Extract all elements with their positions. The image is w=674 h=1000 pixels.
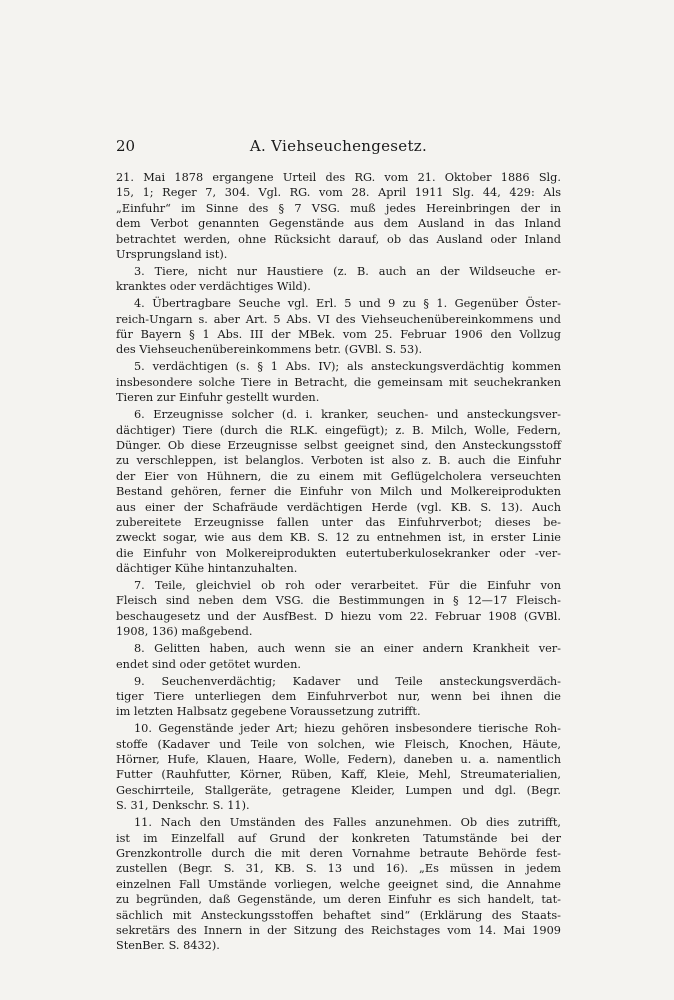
text-line: Dünger. Ob diese Erzeugnisse selbst geeignet sind, den Ansteckungsstoff (116, 438, 561, 452)
text-line: 21. Mai 1878 ergangene Urteil des RG. vom 21. Oktober 1886 Slg. (116, 171, 561, 184)
text-line: ist im Einzelfall auf Grund der konkreten Tatumstände bei der (116, 831, 561, 845)
text-line: zubereitete Erzeugnisse fallen unter das Einfuhrverbot; dieses be- (116, 515, 561, 529)
text-line: kranktes oder verdächtiges Wild). (116, 280, 311, 294)
text-line: einzelnen Fall Umstände vorliegen, welche geeignet sind, die Annahme (116, 877, 561, 891)
text-line: Fleisch sind neben dem VSG. die Bestimmungen in § 12—17 Fleisch- (116, 594, 561, 608)
text-line: 3. Tiere, nicht nur Haustiere (z. B. auch an der Wildseuche er- (134, 264, 561, 278)
text-line: zustellen (Begr. S. 31, KB. S. 13 und 16). „Es müssen in jedem (116, 862, 561, 876)
text-line: Grenzkontrolle durch die mit deren Vornahme betraute Behörde fest- (116, 846, 561, 860)
text-line: 9. Seuchenverdächtig; Kadaver und Teile ansteckungsverdäch- (134, 674, 561, 688)
paragraph (116, 641, 561, 672)
text-line: 6. Erzeugnisse solcher (d. i. kranker, seuchen- und ansteckungsver- (134, 408, 561, 422)
text-line: der Eier von Hühnern, die zu einem mit Geflügelcholera verseuchten (116, 469, 561, 483)
text-line: Tieren zur Einfuhr gestellt wurden. (116, 391, 320, 405)
page-number: 20 (116, 137, 136, 155)
text-line: stoffe (Kadaver und Teile von solchen, wie Fleisch, Knochen, Häute, (116, 737, 561, 751)
text-line: 8. Gelitten haben, auch wenn sie an einer andern Krankheit ver- (134, 642, 561, 656)
text-line: des Viehseuchenübereinkommens betr. (GVBl. S. 53). (116, 343, 423, 357)
page-header (116, 137, 561, 157)
text-line: betrachtet werden, ohne Rücksicht darauf, ob das Ausland oder Inland (116, 232, 561, 246)
paragraph (116, 407, 561, 576)
text-line: im letzten Halbsatz gegebene Voraussetzung zutrifft. (116, 705, 421, 719)
text-line: dächtiger Kühe hintanzuhalten. (116, 562, 298, 576)
text-line: dem Verbot genannten Gegenstände aus dem Ausland in das Inland (116, 217, 561, 231)
paragraph (116, 264, 561, 295)
text-line: tiger Tiere unterliegen dem Einfuhrverbot nur, wenn bei ihnen die (116, 689, 561, 703)
text-line: zu verschleppen, ist belanglos. Verboten ist also z. B. auch die Einfuhr (116, 454, 561, 468)
paragraph (116, 674, 561, 720)
paragraph (116, 359, 561, 405)
text-line: 11. Nach den Umständen des Falles anzunehmen. Ob dies zutrifft, (134, 816, 561, 830)
paragraph (116, 721, 561, 813)
text-line: sächlich mit Ansteckungsstoffen behaftet sind“ (Erklärung des Staats- (116, 908, 561, 922)
text-line: Hörner, Hufe, Klauen, Haare, Wolle, Federn), daneben u. a. namentlich (116, 753, 561, 767)
text-line: Futter (Rauhfutter, Körner, Rüben, Kaff, Kleie, Mehl, Streumaterialien, (116, 768, 561, 782)
text-line: 4. Übertragbare Seuche vgl. Erl. 5 und 9 zu § 1. Gegenüber Öster- (134, 297, 561, 311)
text-line: reich-Ungarn s. aber Art. 5 Abs. VI des Viehseuchenübereinkommens und (116, 312, 561, 326)
paragraph (116, 170, 561, 262)
commentary-text (116, 170, 561, 955)
text-line: 15, 1; Reger 7, 304. Vgl. RG. vom 28. April 1911 Slg. 44, 429: Als (116, 186, 561, 200)
text-line: dächtiger) Tiere (durch die RLK. eingefügt); z. B. Milch, Wolle, Federn, (116, 423, 561, 437)
paragraph (116, 578, 561, 640)
text-line: insbesondere solche Tiere in Betracht, die gemeinsam mit seuchekranken (116, 375, 561, 389)
text-line: 7. Teile, gleichviel ob roh oder verarbeitet. Für die Einfuhr von (134, 579, 561, 593)
text-line: beschaugesetz und der AusfBest. D hiezu vom 22. Februar 1908 (GVBl. (116, 609, 561, 623)
text-line: „Einfuhr“ im Sinne des § 7 VSG. muß jedes Hereinbringen der in (116, 201, 561, 215)
text-line: 10. Gegenstände jeder Art; hiezu gehören insbesondere tierische Roh- (134, 722, 561, 736)
text-line: 5. verdächtigen (s. § 1 Abs. IV); als ansteckungsverdächtig kommen (134, 360, 561, 374)
text-line: zu begründen, daß Gegenstände, um deren Einfuhr es sich handelt, tat- (116, 893, 561, 907)
paragraph (116, 296, 561, 358)
text-line: endet sind oder getötet wurden. (116, 657, 301, 671)
running-title: A. Viehseuchengesetz. (249, 137, 428, 155)
text-line: 1908, 136) maßgebend. (116, 625, 253, 639)
text-line: Bestand gehören, ferner die Einfuhr von Milch und Molkereiprodukten (116, 485, 561, 499)
text-line: aus einer der Schafräude verdächtigen Herde (vgl. KB. S. 13). Auch (116, 500, 561, 514)
text-line: die Einfuhr von Molkereiprodukten eutertuberkulosekranker oder -ver- (116, 546, 561, 560)
paragraph (116, 815, 561, 954)
text-line: zweckt sogar, wie aus dem KB. S. 12 zu entnehmen ist, in erster Linie (116, 531, 561, 545)
text-line: StenBer. S. 8432). (116, 939, 220, 953)
text-line: für Bayern § 1 Abs. III der MBek. vom 25. Februar 1906 den Vollzug (116, 328, 561, 342)
text-line: Ursprungsland ist). (116, 248, 228, 262)
text-line: S. 31, Denkschr. S. 11). (116, 799, 250, 813)
text-line: Geschirrteile, Stallgeräte, getragene Kleider, Lumpen und dgl. (Begr. (116, 783, 561, 797)
text-line: sekretärs des Innern in der Sitzung des Reichstages vom 14. Mai 1909 (116, 924, 561, 937)
